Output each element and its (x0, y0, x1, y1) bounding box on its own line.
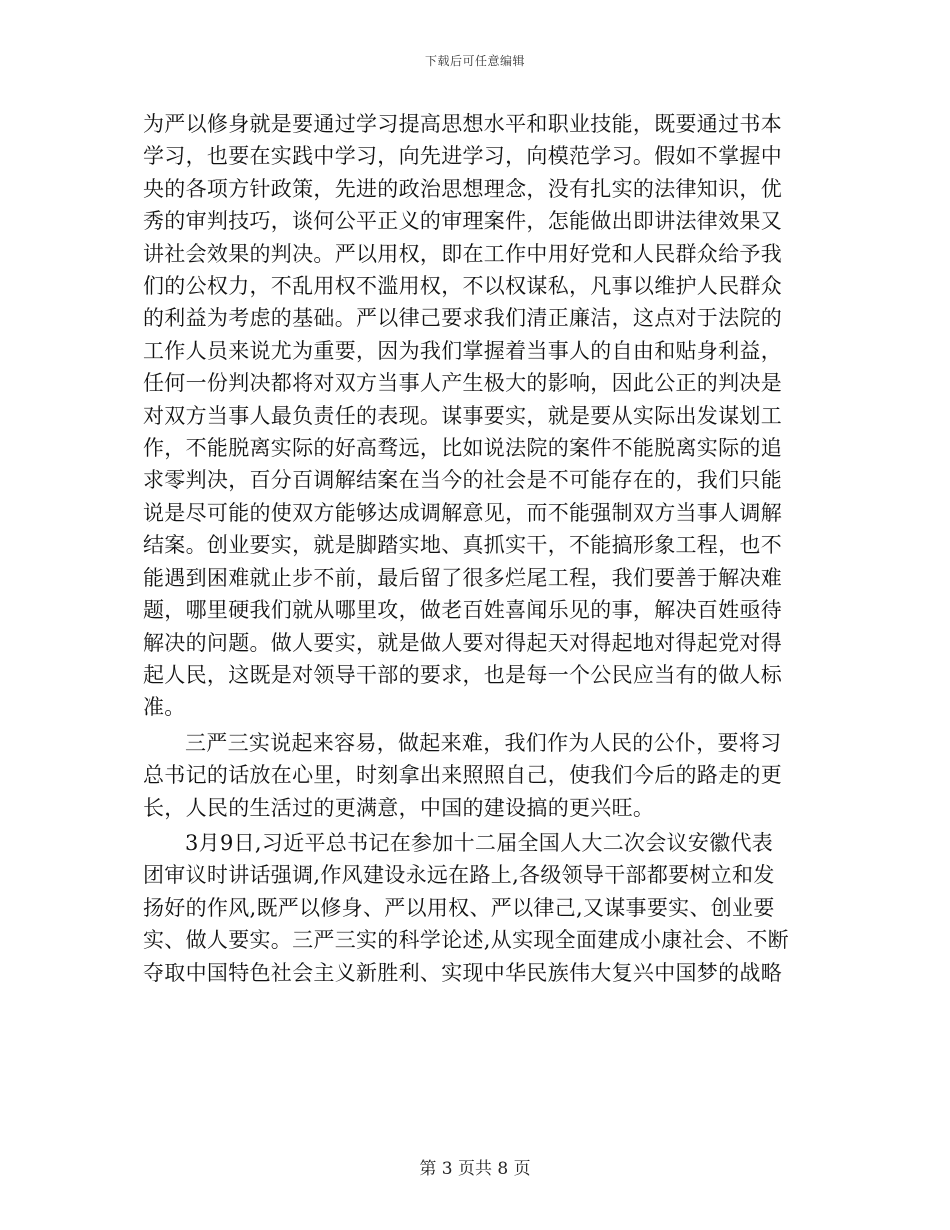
text-line: 3月9日,习近平总书记在参加十二届全国人大二次会议安徽代表 (185, 830, 774, 855)
text-line: 对双方当事人最负责任的表现。谋事要实，就是要从实际出发谋划工 (143, 403, 782, 428)
text-line: 结案。创业要实，就是脚踏实地、真抓实干，不能搞形象工程，也不 (143, 533, 782, 558)
paragraph-2 (143, 727, 808, 824)
page-number-footer: 第 3 页共 8 页 (419, 1159, 531, 1179)
text-line: 秀的审判技巧，谈何公平正义的审理案件，怎能做出即讲法律效果又 (143, 209, 782, 234)
text-line: 讲社会效果的判决。严以用权，即在工作中用好党和人民群众给予我 (143, 241, 782, 266)
text-line: 三严三实说起来容易，做起来难，我们作为人民的公仆，要将习 (185, 730, 782, 755)
text-line: 团审议时讲话强调,作风建设永远在路上,各级领导干部都要树立和发 (143, 863, 775, 888)
text-line: 题，哪里硬我们就从哪里攻，做老百姓喜闻乐见的事，解决百姓亟待 (143, 598, 782, 623)
text-line: 准。 (143, 695, 186, 720)
text-line: 们的公权力，不乱用权不滥用权，不以权谋私，凡事以维护人民群众 (143, 274, 782, 299)
paragraph-3 (143, 827, 808, 989)
text-line: 解决的问题。做人要实，就是做人要对得起天对得起地对得起党对得 (143, 630, 782, 655)
document-body (143, 108, 808, 989)
text-line: 学习，也要在实践中学习，向先进学习，向模范学习。假如不掌握中 (143, 144, 782, 169)
text-line: 扬好的作风,既严以修身、严以用权、严以律己,又谋事要实、创业要 (143, 895, 775, 920)
text-line: 任何一份判决都将对双方当事人产生极大的影响，因此公正的判决是 (143, 371, 782, 396)
text-line: 长，人民的生活过的更满意，中国的建设搞的更兴旺。 (143, 795, 655, 820)
text-line: 起人民，这既是对领导干部的要求，也是每一个公民应当有的做人标 (143, 662, 782, 687)
text-line: 说是尽可能的使双方能够达成调解意见，而不能强制双方当事人调解 (143, 500, 782, 525)
text-line: 求零判决，百分百调解结案在当今的社会是不可能存在的，我们只能 (143, 468, 782, 493)
text-line: 的利益为考虑的基础。严以律己要求我们清正廉洁，这点对于法院的 (143, 306, 782, 331)
text-line: 作，不能脱离实际的好高骛远，比如说法院的案件不能脱离实际的追 (143, 436, 782, 461)
text-line: 为严以修身就是要通过学习提高思想水平和职业技能，既要通过书本 (143, 112, 782, 136)
text-line: 夺取中国特色社会主义新胜利、实现中华民族伟大复兴中国梦的战略 (143, 960, 782, 985)
text-line: 央的各项方针政策，先进的政治思想理念，没有扎实的法律知识，优 (143, 176, 782, 201)
text-line: 工作人员来说尤为重要，因为我们掌握着当事人的自由和贴身利益， (143, 338, 782, 363)
paragraph-1 (143, 108, 808, 724)
text-line: 总书记的话放在心里，时刻拿出来照照自己，使我们今后的路走的更 (143, 763, 782, 788)
text-line: 实、做人要实。三严三实的科学论述,从实现全面建成小康社会、不断 (143, 928, 789, 953)
page-header: 下载后可任意编辑 (424, 54, 525, 68)
text-line: 能遇到困难就止步不前，最后留了很多烂尾工程，我们要善于解决难 (143, 565, 782, 590)
